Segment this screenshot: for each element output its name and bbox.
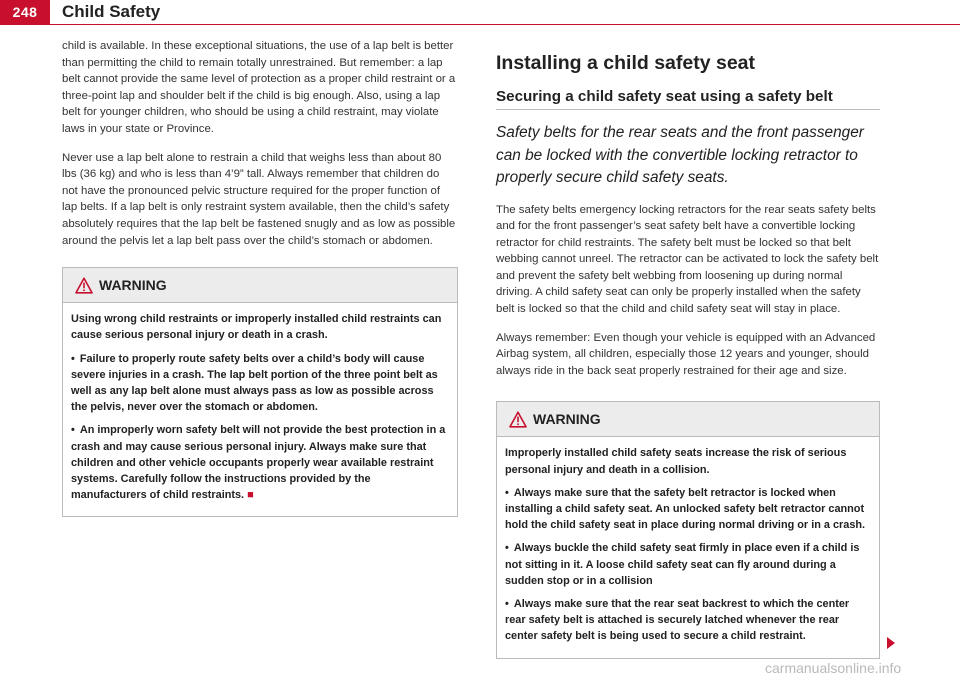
section-title: Child Safety: [62, 2, 161, 21]
section-end-mark: ■: [247, 489, 254, 502]
warning-item-text: An improperly worn safety belt will not provide the best protection in a crash and may cause serious personal injury. Always make sure that children and other vehicle occupants properly wear available restraint systems. Carefully follow the instructions provided by the manufacturers of child restraints.: [71, 424, 446, 502]
page-header: [0, 0, 960, 28]
warning-box: [62, 267, 458, 517]
body-paragraph: Always remember: Even though your vehicle is equipped with an Advanced Airbag system, all children, especially those 12 years and younger, should always ride in the back seat properly restrained for their age and size.: [496, 331, 876, 377]
warning-box: [496, 401, 880, 658]
warning-item-text: Always buckle the child safety seat firmly in place even if a child is not sitting in it. A loose child safety seat can fly around during a sudden stop or in a collision: [505, 542, 860, 587]
body-paragraph: Never use a lap belt alone to restrain a child that weighs less than about 80 lbs (36 kg) and who is less than 4’9” tall. Always remember that children do not have the pronounced pelvic structure required for the proper function of lap belts. If a lap belt is only restraint system available, then the child’s safety absolutely requires that the lap belt be fastened snugly and as low as possible around the pelvis let a lap belt pass over the child’s stomach or abdomen.: [62, 151, 456, 247]
watermark: carmanualsonline.info: [765, 660, 902, 676]
warning-label: WARNING: [99, 277, 167, 294]
warning-label: WARNING: [533, 411, 601, 428]
warning-body: [497, 437, 879, 657]
warning-lead: Using wrong child restraints or improperly installed child restraints can cause serious personal injury or death in a crash.: [71, 313, 442, 342]
sub-heading: Securing a child safety seat using a safety belt: [496, 88, 833, 105]
left-column: [62, 38, 458, 517]
warning-triangle-icon: [75, 277, 93, 294]
bullet-icon: •: [505, 598, 509, 611]
warning-item: [505, 540, 869, 589]
warning-lead: Improperly installed child safety seats increase the risk of serious personal injury and death in a collision.: [505, 447, 847, 476]
main-heading: Installing a child safety seat: [496, 52, 756, 74]
subheading-rule: [496, 109, 880, 110]
body-paragraph: The safety belts emergency locking retractors for the rear seats safety belts and for the front passenger’s seat safety belt have a convertible locking retractor for child restraints. The safety belt must be locked so that belt webbing cannot unreel. The retractor can be activated to lock the safety belt and prevent the safety belt webbing from loosening up during normal driving. A child safety seat can only be properly installed when the safety belt is locked so that the child and child safety seat will stay in place.: [496, 203, 879, 316]
bullet-icon: •: [505, 486, 509, 499]
warning-item-text: Always make sure that the rear seat backrest to which the center rear safety belt is attached is securely latched whenever the rear center safety belt is being used to secure a child restraint.: [505, 598, 850, 643]
warning-item: [505, 596, 869, 645]
bullet-icon: •: [71, 424, 75, 437]
warning-item-text: Failure to properly route safety belts over a child’s body will cause severe injuries in a crash. The lap belt portion of the three point belt as well as any lap belt alone must always pass as low as possible across the pelvis, never over the stomach or abdomen.: [71, 352, 438, 414]
warning-item: [505, 485, 869, 534]
bullet-icon: •: [71, 352, 75, 365]
warning-triangle-icon: [509, 411, 527, 428]
warning-header: [63, 268, 457, 303]
continue-arrow-icon: [887, 637, 895, 649]
warning-item-text: Always make sure that the safety belt retractor is locked when installing a child safety seat. An unlocked safety belt retractor cannot hold the child safety seat in place during normal driving or in a crash.: [505, 486, 866, 532]
page-number: 248: [0, 0, 50, 24]
warning-header: [497, 402, 879, 437]
warning-item: [71, 351, 447, 416]
warning-item: [71, 422, 447, 503]
header-rule: [0, 24, 960, 25]
bullet-icon: •: [505, 542, 509, 555]
warning-body: [63, 303, 457, 516]
right-column: [496, 38, 880, 659]
intro-text: Safety belts for the rear seats and the front passenger can be locked with the convertible locking retractor to properly secure child safety seats.: [496, 124, 864, 186]
body-paragraph: child is available. In these exceptional situations, the use of a lap belt is better than permitting the child to remain totally unrestrained. But remember: a lap belt cannot provide the same level of protection as a proper child restraint or a three-point lap and shoulder belt if the child is big enough. Also, using a lap belt for younger children, who should be using a child restraint, may violate laws in your state or Province.: [62, 40, 456, 135]
